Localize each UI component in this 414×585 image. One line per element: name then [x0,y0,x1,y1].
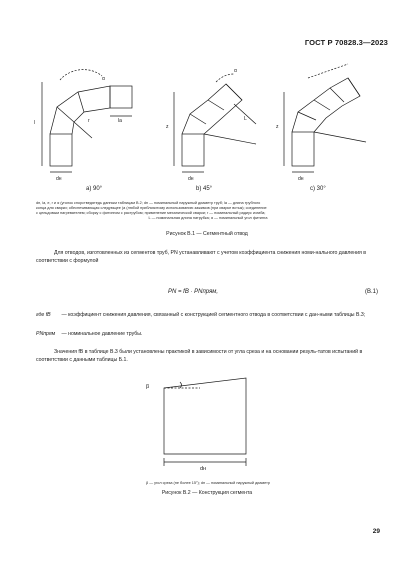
beta-label: β [146,384,150,390]
alpha-label-b: α [234,68,237,74]
where-item [36,312,379,320]
legend-line: dн, lа, e, r и α (уголок спорстведятедь данным таблицам В.2; dн — номинальный наружный диаметр труб; lа — длина трубного [36,201,261,205]
formula-b1 [0,289,414,301]
figure-segment-construction [140,372,270,472]
formula-expression: PN = fB · PNпрям, [168,289,219,295]
legend-line: L — номинальная длина патрубка; α — номинальный угол фитинга [148,216,268,220]
segment-drawing [140,372,270,472]
where-symbol: где fB [36,312,51,318]
subcaption-90: а) 90° [86,186,103,192]
l-label-a: l [34,120,36,126]
figure1-caption: Рисунок В.1 — Сегментный отвод [166,231,248,237]
figure1-legend [36,201,380,221]
bend-45-drawing [174,74,256,172]
segmented-bend-drawing [30,62,390,192]
where-symbol: PNпрям [36,331,56,337]
subcaption-45: b) 45° [196,186,213,192]
where-item [36,331,379,339]
figure-segmented-bend [30,62,390,192]
bend-30-drawing [284,64,366,172]
intro-paragraph: Для отводов, изготовленных из сегментов труб, PN устанавливают с учетом коэффициента снижения номи-нального давления в соответствии с формулой [36,250,367,264]
dn-label-a: dн [56,176,62,182]
figure1-subcaptions [0,186,414,196]
r-label-a: r [88,118,90,124]
figure2-caption: Рисунок В.2 — Конструкция сегмента [161,490,253,496]
z-label-b: z [166,124,169,130]
dn-label-fig2: dн [200,466,207,472]
formula-number: (В.1) [364,289,378,295]
la-label-a: lа [118,118,122,124]
L-label-b: L [244,116,247,122]
legend-line: конца для сварки; обеспечивающая следующее (а (любой приблизитому использованию зажимов (при сварке встык); соединение [36,206,267,210]
page-number: 29 [372,528,380,535]
values-paragraph: Значения fB в таблице В.3 были установлены практикой в зависимости от угла среза и на основании резуль-татов испытаний в соответствии с данными таблицы Б.1. [36,349,363,363]
subcaption-30: с) 30° [310,186,326,192]
where-text: — номинальное давление трубы. [61,331,143,337]
dn-label-b: dн [188,176,194,182]
where-text: — коэффициент снижения давления, связанный с конструкцией сегментного отвода в соответствии с дан-ными таблицы В.3; [61,312,366,318]
alpha-label-a: α [102,76,105,82]
legend-line: с цельдовым нагревателем; сборку с фитингом с раструбом; применение механической сварки; r — номинальный радиус изгиба; [36,211,266,215]
standard-header: ГОСТ Р 70828.3—2023 [304,38,388,47]
z-label-c: z [276,124,279,130]
dn-label-c: dн [298,176,304,182]
figure2-legend: β — угол среза (не более 15°); dн — номинальный наружный диаметр [146,481,270,485]
